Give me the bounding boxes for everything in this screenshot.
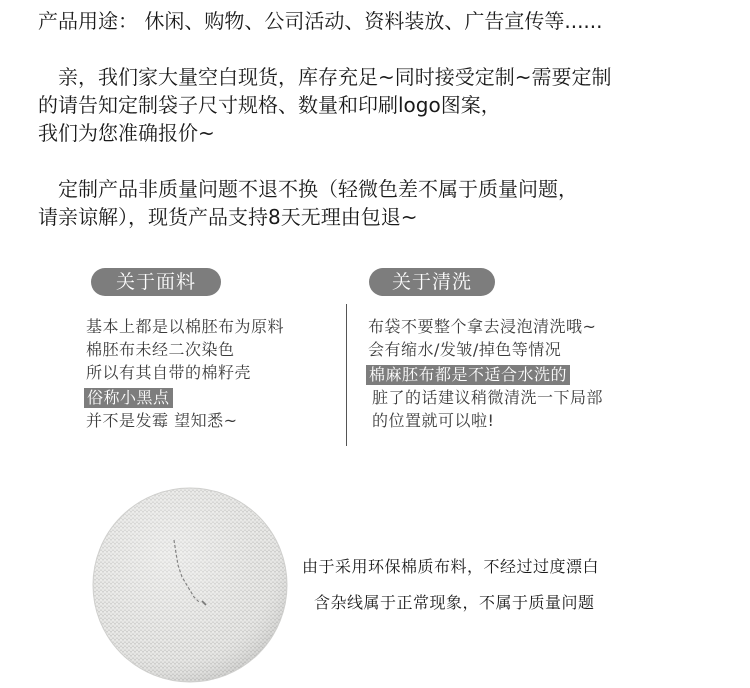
washing-line-1: 布袋不要整个拿去浸泡清洗哦~ [368,317,597,336]
fabric-section-title: 关于面料 [91,268,221,296]
fabric-last-line: 并不是发霉 望知悉~ [86,411,238,430]
stock-text-line-2: 的请告知定制袋子尺寸规格、数量和印刷logo图案， [38,93,501,117]
washing-line-2: 会有缩水/发皱/掉色等情况 [368,340,562,359]
fabric-line-3: 所以有其自带的棉籽壳 [86,363,252,382]
washing-highlight-not-washable: 棉麻胚布都是不适合水洗的 [366,365,570,385]
section-divider [346,304,347,446]
washing-after-line-2: 的位置就可以啦! [372,411,495,430]
fabric-line-1: 基本上都是以棉胚布为原料 [86,317,285,336]
product-usage-text: 产品用途： 休闲、购物、公司活动、资料装放、广告宣传等...... [38,9,603,33]
washing-section-title: 关于清洗 [369,268,495,296]
stock-text-line-1: 亲，我们家大量空白现货，库存充足~同时接受定制~需要定制 [58,65,612,89]
impurity-note-line-1: 由于采用环保棉质布料，不经过过度漂白 [302,557,600,576]
return-policy-line-2: 请亲谅解），现货产品支持8天无理由包退~ [38,205,418,229]
washing-after-line-1: 脏了的话建议稍微清洗一下局部 [372,388,604,407]
impurity-note-line-2: 含杂线属于正常现象，不属于质量问题 [314,593,595,612]
fabric-highlight-black-dots: 俗称小黑点 [84,388,173,408]
fabric-line-2: 棉胚布未经二次染色 [86,340,235,359]
fabric-swatch-image [92,487,288,683]
return-policy-line-1: 定制产品非质量问题不退不换（轻微色差不属于质量问题， [58,177,578,201]
stock-text-line-3: 我们为您准确报价~ [38,121,215,145]
